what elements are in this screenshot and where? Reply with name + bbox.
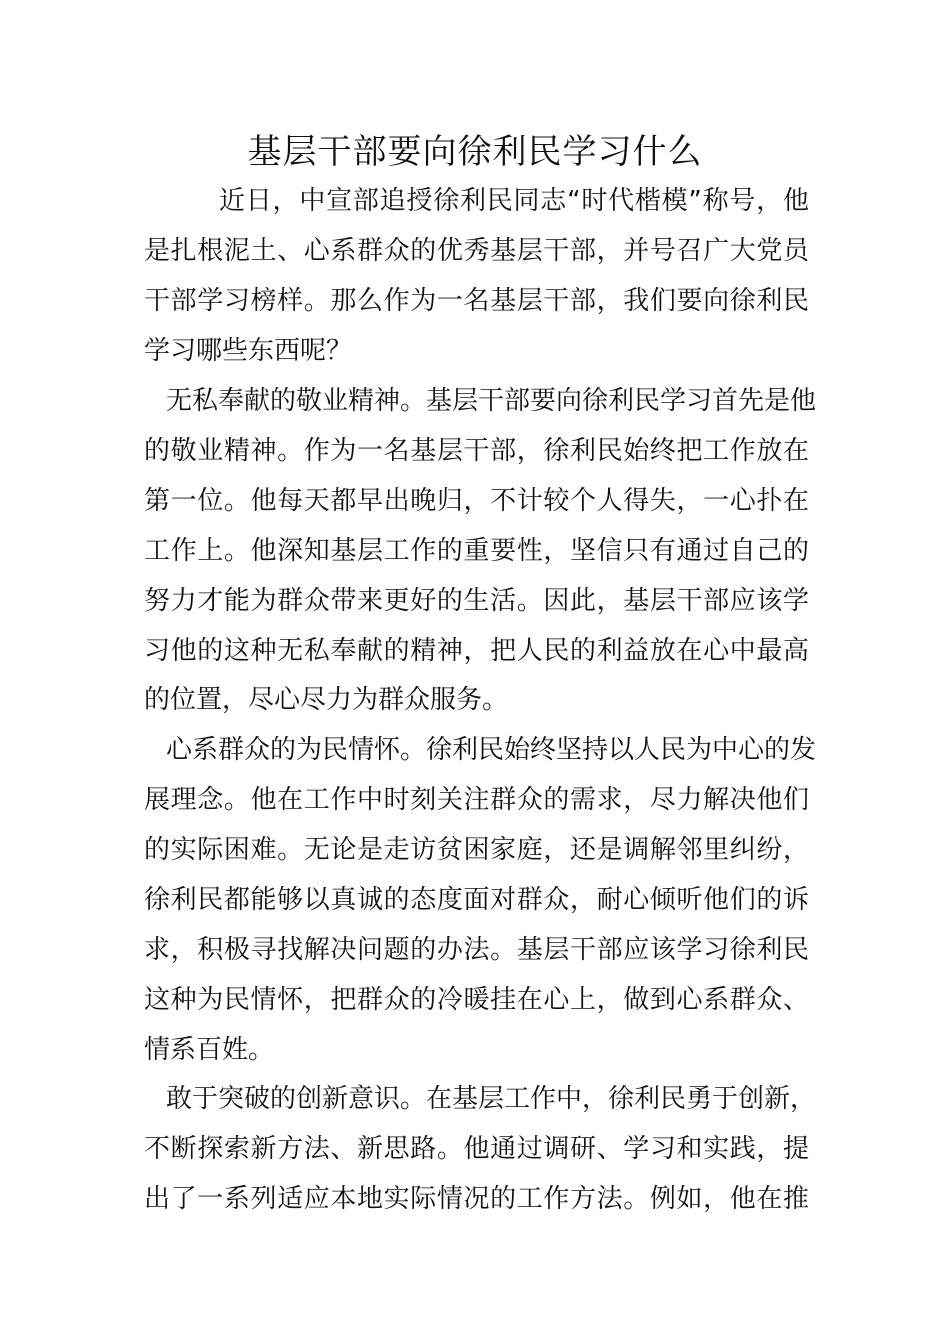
paragraph-1-line-4: 学习哪些东西呢？ xyxy=(144,336,353,366)
paragraph-2-line-6: 习他的这种无私奉献的精神，把人民的利益放在心中最高 xyxy=(144,636,809,666)
paragraph-2-line-3: 第一位。他每天都早出晚归，不计较个人得失，一心扑在 xyxy=(144,486,809,516)
paragraph-3-line-7: 情系百姓。 xyxy=(144,1035,275,1065)
paragraph-4-line-1: 敢于突破的创新意识。在基层工作中，徐利民勇于创新， xyxy=(166,1084,817,1114)
paragraph-3-line-6: 这种为民情怀，把群众的冷暖挂在心上，做到心系群众、 xyxy=(144,985,809,1015)
paragraph-1-line-1: 近日，中宣部追授徐利民同志“时代楷模”称号，他 xyxy=(219,186,809,216)
paragraph-2-line-5: 努力才能为群众带来更好的生活。因此，基层干部应该学 xyxy=(144,586,809,616)
paragraph-4-line-2: 不断探索新方法、新思路。他通过调研、学习和实践，提 xyxy=(144,1134,809,1164)
paragraph-2-line-7: 的位置，尽心尽力为群众服务。 xyxy=(144,685,509,715)
paragraph-3-line-5: 求，积极寻找解决问题的办法。基层干部应该学习徐利民 xyxy=(144,935,809,965)
paragraph-1-line-2: 是扎根泥土、心系群众的优秀基层干部，并号召广大党员 xyxy=(144,236,809,266)
paragraph-3-line-4: 徐利民都能够以真诚的态度面对群众，耐心倾听他们的诉 xyxy=(144,885,809,915)
document-title: 基层干部要向徐利民学习什么 xyxy=(247,132,703,172)
paragraph-3-line-1: 心系群众的为民情怀。徐利民始终坚持以人民为中心的发 xyxy=(166,735,817,765)
paragraph-2-line-1: 无私奉献的敬业精神。基层干部要向徐利民学习首先是他 xyxy=(166,386,817,416)
paragraph-2-line-4: 工作上。他深知基层工作的重要性，坚信只有通过自己的 xyxy=(144,536,809,566)
paragraph-4-line-3: 出了一系列适应本地实际情况的工作方法。例如，他在推 xyxy=(144,1184,809,1214)
paragraph-1-line-3: 干部学习榜样。那么作为一名基层干部，我们要向徐利民 xyxy=(144,286,809,316)
paragraph-3-line-2: 展理念。他在工作中时刻关注群众的需求，尽力解决他们 xyxy=(144,785,809,815)
paragraph-2-line-2: 的敬业精神。作为一名基层干部，徐利民始终把工作放在 xyxy=(144,436,809,466)
paragraph-3-line-3: 的实际困难。无论是走访贫困家庭，还是调解邻里纠纷， xyxy=(144,835,809,865)
